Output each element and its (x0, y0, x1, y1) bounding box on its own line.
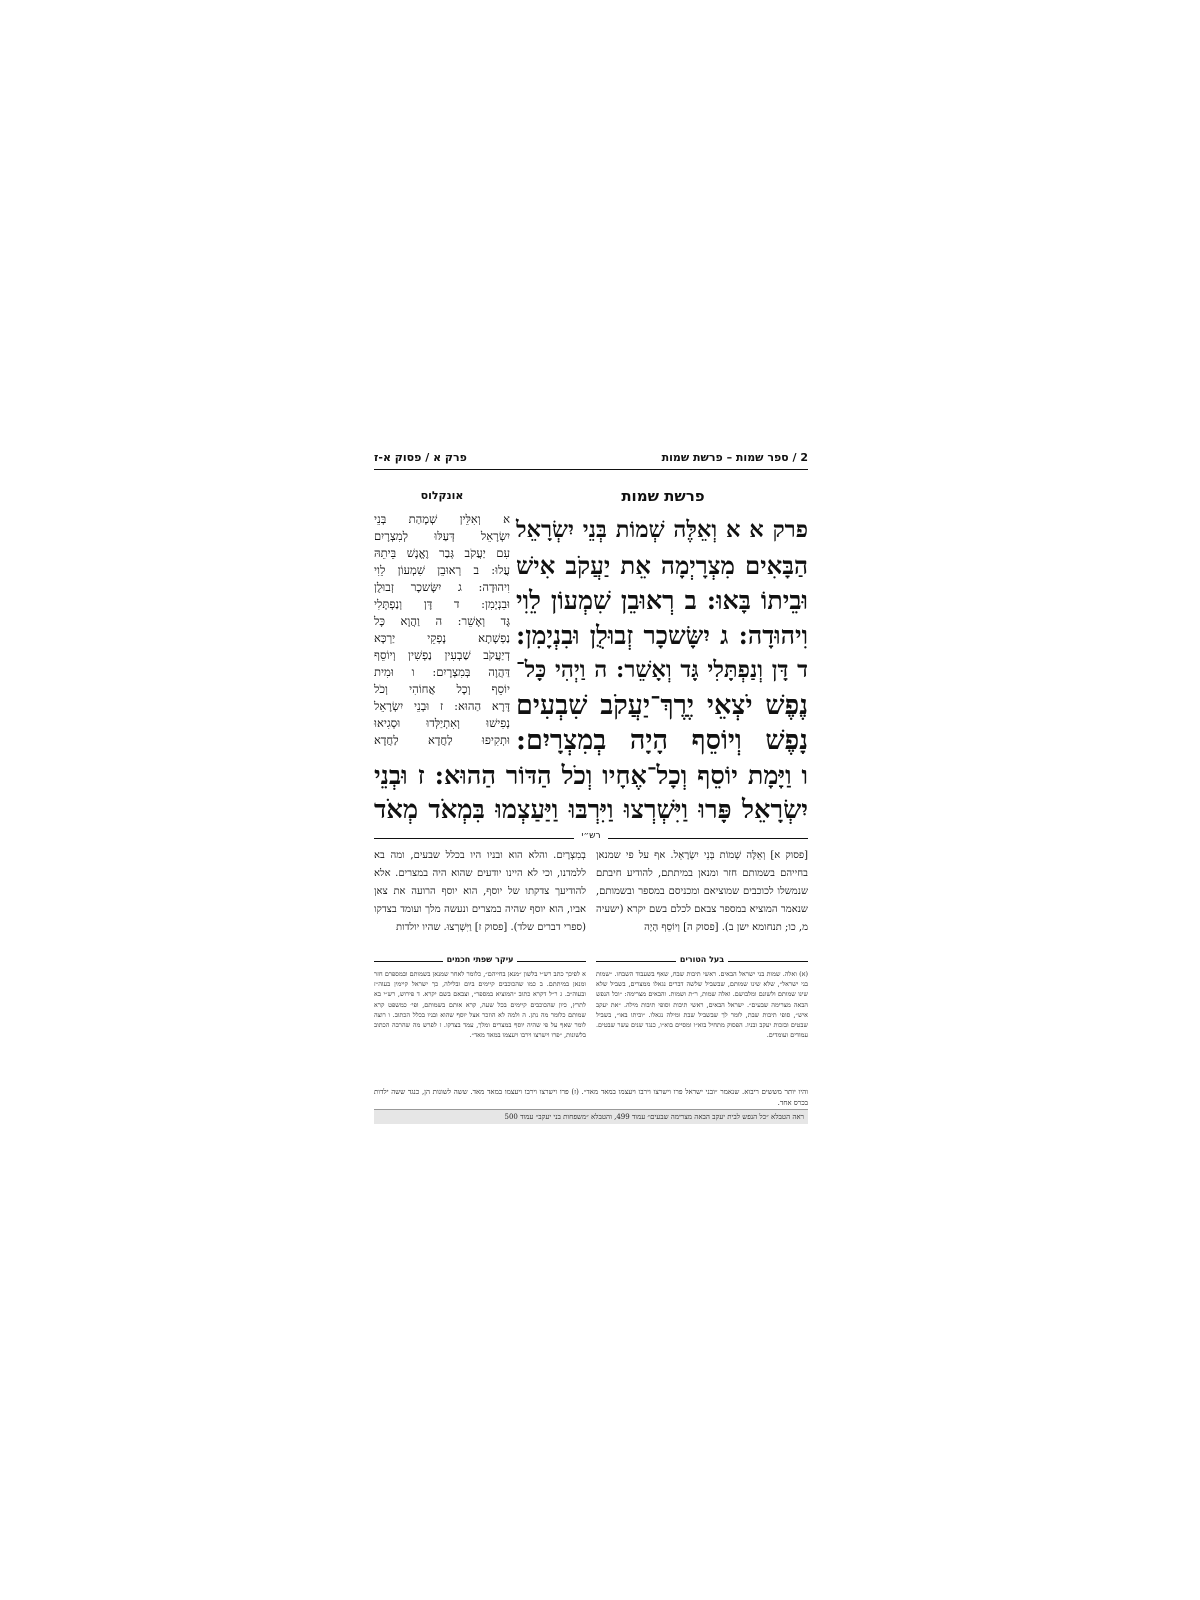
torah-line: נֶפֶשׁ יֹצְאֵי יֶרֶךְ־יַעֲקֹב שִׁבְעִים (516, 690, 808, 721)
ikar-text: א לפיכך כתב רש״י בלשון ״מנאן בחייהם״, כלומר לאחר שמנאן בשמותם ובמספרם חזר ומנאן במיתתם. ב כמו שהכוכבים קיימים ביום ובלילה, כך ישראל קיימין בעוה״ז ובעוה״ב. ג ר״ל דקרא כתוב ״המוציא במספר״, וצבאם בשם יקרא. ד פירוש, רש״י בא לתרץ, כיון שהכוכבים קיימים בכל שעה, קרא אותם בשמותם, ופי׳ כמשפט קרא שמותם כלומר מה נתן. ה ולמה לא הוזכר אצל יוסף שהוא ובניו בכלל הכתוב. ו רוצה לומר שאף על פי שהיה יוסף במצרים ומלך, עמד בצדקו. ז לפרש מה שהרבה הכתוב בלשונות, ״פרו וישרצו וירבו ויעצמו במאד מאד״. (374, 970, 586, 1040)
book-page (374, 447, 808, 1135)
onkelos-line: עִם יַעֲקֹב גְּבַר וֶאֱנָשׁ בֵּיתֵהּ (374, 546, 510, 560)
baal-haturim-text: (א) ואלה. שמות בני ישראל הבאים. ראשי תיבות שבח, שאף בשעבוד השבחו. ״שמות בני ישראל״, שלא שינו שמותם, שבשביל שלשה דברים נגאלו ממצרים, בשביל שלא שינו שמותם ולשונם ומלבושם. ואלה שמות, ר״ת ושמות. והבאים מצרימה: ״וכל הנפש הבאה מצרימה שבעים״. ישראל הבאים, ראשי תיבות וסופי תיבות מילה. ״את יעקב איש״, סופי תיבות שבת, לומר לך שבשביל שבת ומילה נגאלו. ״וביתו באו״, בשביל שבטים ובזכות יעקב ובניו. הפסוק מתחיל בוא״ו ומסיים בוא״ו, כנגד שנים עשר שבטים. עמודים ועומדים. (596, 970, 808, 1040)
bottom-commentary: והיו יותר מששים ריבוא. שנאמר ״ובני ישראל פרו וישרצו וירבו ויעצמו במאד מאד״. (ז) פרו וישרצו וירבו ויעצמו במאד מאד. ששה לשונות הן, כנגד ששה ילדות בכרס אחד. (374, 1088, 808, 1107)
baal-haturim-heading (596, 955, 808, 964)
onkelos-line: א וְאִלֵּין שְׁמָהַת בְּנֵי (374, 512, 510, 526)
onkelos-line: דַּהֲוָה בְּמִצְרָיִם: ו וּמִית (374, 665, 510, 679)
rashi-label: רש״י (581, 831, 601, 841)
onkelos-line: עֲלוּ: ב רְאוּבֵן שִׁמְעוֹן לֵוִי (374, 563, 510, 577)
torah-line: יִשְׂרָאֵל פָּרוּ וַיִּשְׁרְצוּ וַיִּרְבּוּ וַיַּעַצְמוּ בִּמְאֹד מְאֹד (374, 795, 808, 825)
ikar-title: עיקר שפתי חכמים (443, 955, 518, 964)
onkelos-line: דְיַעֲקֹב שַׁבְעִין נַפְשִׁין וְיוֹסֵף (374, 648, 510, 662)
torah-line: ו וַיָּמָת יוֹסֵף וְכָל־אֶחָיו וְכֹל הַדּוֹר הַהוּא: ז וּבְנֵי (374, 760, 808, 790)
torah-line: ד דָּן וְנַפְתָּלִי גָּד וְאָשֵׁר: ה וַיְהִי כָּל־ (516, 657, 808, 683)
rashi-divider (374, 831, 808, 845)
onkelos-line: גָּד וְאָשֵׁר: ה וַהֲוָא כָּל (374, 614, 510, 628)
onkelos-line: וִיהוּדָה: ג יִשָּׂשכָר זְבוּלֻן (374, 580, 510, 594)
onkelos-title: אונקלוס (420, 489, 464, 502)
onkelos-text (374, 511, 510, 749)
parasha-title: פרשת שמות (621, 487, 705, 505)
header-book-title: 2 / ספר שמות – פרשת שמות (661, 450, 808, 464)
torah-line: נָפֶשׁ וְיוֹסֵף הָיָה בְמִצְרָיִם: (516, 725, 808, 756)
running-header (374, 447, 808, 467)
header-rule (374, 469, 808, 470)
header-chapter-range: פרק א / פסוק א-ז (374, 450, 467, 464)
torah-line: הַבָּאִים מִצְרָיְמָה אֵת יַעֲקֹב אִישׁ (516, 551, 808, 580)
footer-reference: ראה הטבלא ״כל הנפש לבית יעקב הבאה מצרימה שבעים״ עמוד 499, והטבלא ״משפחות בני יעקב״ עמוד 500 (374, 1109, 808, 1124)
baal-haturim-title: בעל הטורים (676, 955, 728, 964)
ikar-heading (374, 955, 586, 964)
rashi-column-right: [פסוק א] וְאֵלֶּה שְׁמוֹת בְּנֵי יִשְׂרָאֵל. אף על פי שמנאן בחייהם בשמותם חזר ומנאן במיתתם, להודיע חיבתם שנמשלו לכוכבים שמוציאם ומכניסם במספר ובשמותם, שנאמר המוציא במספר צבאם לכלם בשם יקרא (ישעיה מ, כו; תנחומא ישן ב). [פסוק ה] וְיוֹסֵף הָיָה (596, 850, 808, 934)
onkelos-line: יוֹסֵף וְכָל אֲחוֹהִי וְכֹל (374, 682, 510, 696)
onkelos-line: וּתְקִיפוּ לַחֲדָא לַחֲדָא (374, 733, 510, 747)
onkelos-line: יִשְׂרָאֵל דְּעַלּוּ לְמִצְרָיִם (374, 529, 510, 543)
rashi-column-left: בְמִצְרָיִם. והלא הוא ובניו היו בכלל שבעים, ומה בא ללמדנו, וכי לא היינו יודעים שהוא היה במצרים. אלא להודיעך צדקתו של יוסף, הוא יוסף הרועה את צאן אביו, הוא יוסף שהיה במצרים ונעשה מלך ועומד בצדקו (ספרי דברים שלד). [פסוק ז] וַיִּשְׁרְצוּ. שהיו יולדות (374, 850, 586, 934)
onkelos-line: דָּרָא הַהוּא: ז וּבְנֵי יִשְׂרָאֵל (374, 699, 510, 713)
onkelos-line: נַפְשָׁתָא נָפְקֵי יַרְכָּא (374, 631, 510, 645)
torah-line: פרק א א וְאֵלֶּה שְׁמוֹת בְּנֵי יִשְׂרָאֵל (516, 517, 808, 543)
onkelos-line: וּבִנְיָמִן: ד דָּן וְנַפְתָּלִי (374, 597, 510, 611)
torah-line: וִיהוּדָה: ג יִשָּׂשכָר זְבוּלֻן וּבִנְיָמִן: (516, 621, 808, 650)
onkelos-line: נְפִישׁוּ וְאִתְיַלְּדוּ וּסְגִיאוּ (374, 716, 510, 730)
torah-line: וּבֵיתוֹ בָּאוּ: ב רְאוּבֵן שִׁמְעוֹן לֵוִי (516, 585, 808, 615)
